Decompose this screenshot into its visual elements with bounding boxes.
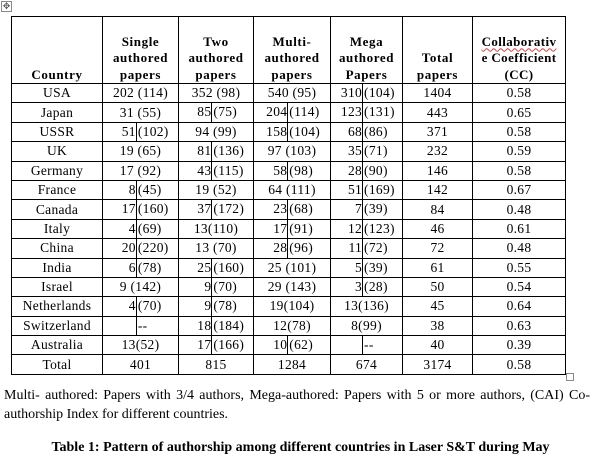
table-row	[12, 239, 566, 258]
table-row	[12, 161, 566, 180]
index-value: (39)	[364, 201, 388, 217]
single-cell	[103, 239, 179, 258]
country-cell: Canada	[12, 200, 103, 219]
index-value: (131)	[364, 104, 395, 120]
table-row	[12, 200, 566, 219]
cc-cell: 0.58	[473, 84, 566, 103]
index-value: (160)	[213, 259, 245, 275]
count-value: 9	[179, 278, 212, 296]
count-value: 17	[254, 220, 288, 238]
index-value: (102)	[137, 123, 169, 139]
country-cell: Italy	[12, 219, 103, 238]
total-cell: 142	[403, 180, 473, 199]
cc-cell: 0.48	[473, 239, 566, 258]
count-value: 204	[254, 103, 288, 121]
index-value: (86)	[364, 123, 388, 139]
total-cell: 232	[403, 142, 473, 161]
mega-cell	[331, 84, 403, 103]
two-cell	[179, 258, 254, 277]
two-cell	[179, 200, 254, 219]
count-value: 158	[254, 123, 288, 141]
total-single-cell: 401	[103, 355, 179, 374]
table-resize-handle-icon[interactable]	[566, 373, 574, 381]
header-total: Total papers	[403, 17, 473, 84]
total-cell: 50	[403, 277, 473, 296]
count-value: 85	[179, 103, 212, 121]
cc-cell: 0.64	[473, 297, 566, 316]
count-value: 4	[103, 297, 137, 315]
total-cell: 61	[403, 258, 473, 277]
count-value: 18	[179, 317, 212, 335]
country-cell: Germany	[12, 161, 103, 180]
country-cell: USA	[12, 84, 103, 103]
multi-cell	[254, 161, 331, 180]
table-row	[12, 122, 566, 141]
multi-cell: 540 (95)	[254, 84, 331, 103]
index-value: (98)	[289, 162, 313, 178]
index-value: (28)	[364, 278, 388, 294]
header-cc: Collaborativ e Coefficient (CC)	[473, 17, 566, 84]
index-value: (78)	[137, 259, 162, 275]
count-value: 123	[331, 103, 363, 121]
count-value: 68	[331, 123, 363, 141]
multi-cell: 97 (103)	[254, 142, 331, 161]
single-cell	[103, 219, 179, 238]
index-value: (96)	[289, 240, 313, 256]
single-cell	[103, 180, 179, 199]
total-total-cell: 3174	[403, 355, 473, 374]
two-cell: 352 (98)	[179, 84, 254, 103]
count-value: 8	[103, 181, 137, 199]
two-cell: 13(110)	[179, 219, 254, 238]
mega-cell	[331, 200, 403, 219]
country-cell: India	[12, 258, 103, 277]
count-value: 35	[331, 142, 363, 160]
total-cell: 46	[403, 219, 473, 238]
table-row	[12, 103, 566, 122]
country-cell: Japan	[12, 103, 103, 122]
total-cell: 84	[403, 200, 473, 219]
index-value: (70)	[213, 278, 238, 294]
index-value: --	[137, 317, 148, 333]
single-cell: 17 (92)	[103, 161, 179, 180]
mega-cell	[331, 142, 403, 161]
country-cell: USSR	[12, 122, 103, 141]
authorship-table	[11, 16, 566, 375]
index-value: (71)	[364, 143, 388, 159]
table-row	[12, 336, 566, 355]
cc-cell: 0.39	[473, 336, 566, 355]
index-value: (220)	[137, 240, 169, 256]
table-row	[12, 180, 566, 199]
total-cell: 45	[403, 297, 473, 316]
mega-cell: 13(136)	[331, 297, 403, 316]
table-notes: Multi- authored: Papers with 3/4 authors, Mega-authored: Papers with 5 or more authors, (CAI) Co-authorship Index for different countries.	[4, 388, 590, 422]
single-cell: 19 (65)	[103, 142, 179, 161]
index-value: (70)	[137, 298, 162, 314]
two-cell	[179, 277, 254, 296]
multi-cell	[254, 200, 331, 219]
count-value: 25	[179, 259, 212, 277]
table-row	[12, 142, 566, 161]
index-value: (184)	[213, 317, 245, 333]
index-value: (90)	[364, 162, 388, 178]
count-value: 17	[179, 336, 212, 354]
mega-cell	[331, 277, 403, 296]
total-cell: 146	[403, 161, 473, 180]
table-row	[12, 316, 566, 335]
single-cell: 13(52)	[103, 336, 179, 355]
count-value: 28	[331, 162, 363, 180]
multi-cell	[254, 103, 331, 122]
count-value: 9	[179, 297, 212, 315]
total-multi-cell: 1284	[254, 355, 331, 374]
multi-cell: 29 (143)	[254, 277, 331, 296]
count-value: 23	[254, 200, 288, 218]
two-cell: 13 (70)	[179, 239, 254, 258]
multi-cell: 25 (101)	[254, 258, 331, 277]
multi-cell: 12(78)	[254, 316, 331, 335]
index-value: (169)	[364, 181, 395, 197]
mega-cell	[331, 103, 403, 122]
multi-cell: 19(104)	[254, 297, 331, 316]
count-value: 10	[254, 336, 288, 354]
two-cell	[179, 316, 254, 335]
single-cell: 9 (142)	[103, 277, 179, 296]
total-label-cell: Total	[12, 355, 103, 374]
mega-cell	[331, 336, 403, 355]
mega-cell	[331, 239, 403, 258]
country-cell: Switzerland	[12, 316, 103, 335]
table-caption: Table 1: Pattern of authorship among different countries in Laser S&T during May	[51, 440, 550, 455]
mega-cell	[331, 180, 403, 199]
single-cell	[103, 316, 179, 335]
cc-cell: 0.58	[473, 122, 566, 141]
count-value: 20	[103, 239, 137, 257]
index-value: (104)	[289, 123, 321, 139]
total-cell: 1404	[403, 84, 473, 103]
index-value: (68)	[289, 201, 313, 217]
table-row	[12, 297, 566, 316]
count-value: 5	[331, 259, 363, 277]
index-value: (72)	[364, 240, 388, 256]
count-value: 11	[331, 239, 363, 257]
index-value: (160)	[137, 201, 169, 217]
index-value: (78)	[213, 298, 238, 314]
cc-cell: 0.65	[473, 103, 566, 122]
count-value: 17	[103, 200, 137, 218]
two-cell	[179, 161, 254, 180]
total-cell: 40	[403, 336, 473, 355]
table-move-handle-icon[interactable]: ✥	[2, 1, 11, 11]
two-cell	[179, 142, 254, 161]
single-cell	[103, 122, 179, 141]
header-row	[12, 17, 566, 84]
index-value: (69)	[137, 220, 162, 236]
total-cell: 72	[403, 239, 473, 258]
index-value: (75)	[213, 104, 238, 120]
country-cell: Israel	[12, 277, 103, 296]
mega-cell: 8(99)	[331, 316, 403, 335]
count-value: 3	[331, 278, 363, 296]
table-row	[12, 258, 566, 277]
country-cell: China	[12, 239, 103, 258]
table-row	[12, 219, 566, 238]
total-cell: 38	[403, 316, 473, 335]
count-value: 12	[331, 220, 363, 238]
two-cell	[179, 103, 254, 122]
count-value: 310	[331, 84, 363, 102]
total-mega-cell: 674	[331, 355, 403, 374]
mega-cell	[331, 258, 403, 277]
single-cell: 202 (114)	[103, 84, 179, 103]
header-single: Single authored papers	[103, 17, 179, 84]
multi-cell	[254, 239, 331, 258]
two-cell: 94 (99)	[179, 122, 254, 141]
table-body	[12, 84, 566, 375]
mega-cell	[331, 219, 403, 238]
index-value: (104)	[364, 85, 395, 100]
index-value: (136)	[213, 143, 245, 159]
cc-cell: 0.48	[473, 200, 566, 219]
total-two-cell: 815	[179, 355, 254, 374]
country-cell: UK	[12, 142, 103, 161]
single-cell	[103, 200, 179, 219]
cc-cell: 0.61	[473, 219, 566, 238]
index-value: (172)	[213, 201, 245, 217]
multi-cell	[254, 219, 331, 238]
header-country: Country	[12, 17, 103, 84]
count-value: 4	[103, 220, 137, 238]
two-cell: 19 (52)	[179, 180, 254, 199]
index-value: (114)	[289, 104, 320, 120]
count-value: 37	[179, 200, 212, 218]
header-two: Two authored papers	[179, 17, 254, 84]
header-multi: Multi- authored papers	[254, 17, 331, 84]
cc-cell: 0.59	[473, 142, 566, 161]
count-value: 7	[331, 200, 363, 218]
table-row	[12, 277, 566, 296]
index-value: (39)	[364, 259, 388, 275]
multi-cell	[254, 336, 331, 355]
index-value: (115)	[213, 162, 244, 178]
index-value: (123)	[364, 220, 395, 236]
total-cc-cell: 0.58	[473, 355, 566, 374]
single-cell	[103, 297, 179, 316]
country-cell: Australia	[12, 336, 103, 355]
two-cell	[179, 336, 254, 355]
table-row	[12, 84, 566, 103]
index-value: (45)	[137, 181, 162, 197]
index-value: --	[364, 337, 374, 353]
count-value: 51	[103, 123, 137, 141]
multi-cell: 64 (111)	[254, 180, 331, 199]
total-cell: 443	[403, 103, 473, 122]
index-value: (62)	[289, 337, 313, 353]
mega-cell	[331, 122, 403, 141]
cc-cell: 0.54	[473, 277, 566, 296]
index-value: (91)	[289, 220, 313, 236]
index-value: (166)	[213, 337, 245, 353]
count-value: 51	[331, 181, 363, 199]
count-value: 6	[103, 259, 137, 277]
country-cell: France	[12, 180, 103, 199]
cc-cell: 0.67	[473, 180, 566, 199]
count-value	[103, 317, 137, 335]
count-value	[331, 336, 363, 354]
single-cell	[103, 258, 179, 277]
count-value: 58	[254, 162, 288, 180]
country-cell: Netherlands	[12, 297, 103, 316]
mega-cell	[331, 161, 403, 180]
count-value: 28	[254, 239, 288, 257]
count-value: 43	[179, 162, 212, 180]
cc-cell: 0.63	[473, 316, 566, 335]
single-cell: 31 (55)	[103, 103, 179, 122]
header-mega: Mega authored Papers	[331, 17, 403, 84]
total-row	[12, 355, 566, 374]
multi-cell	[254, 122, 331, 141]
total-cell: 371	[403, 122, 473, 141]
cc-cell: 0.55	[473, 258, 566, 277]
cc-cell: 0.58	[473, 161, 566, 180]
two-cell	[179, 297, 254, 316]
count-value: 81	[179, 142, 212, 160]
